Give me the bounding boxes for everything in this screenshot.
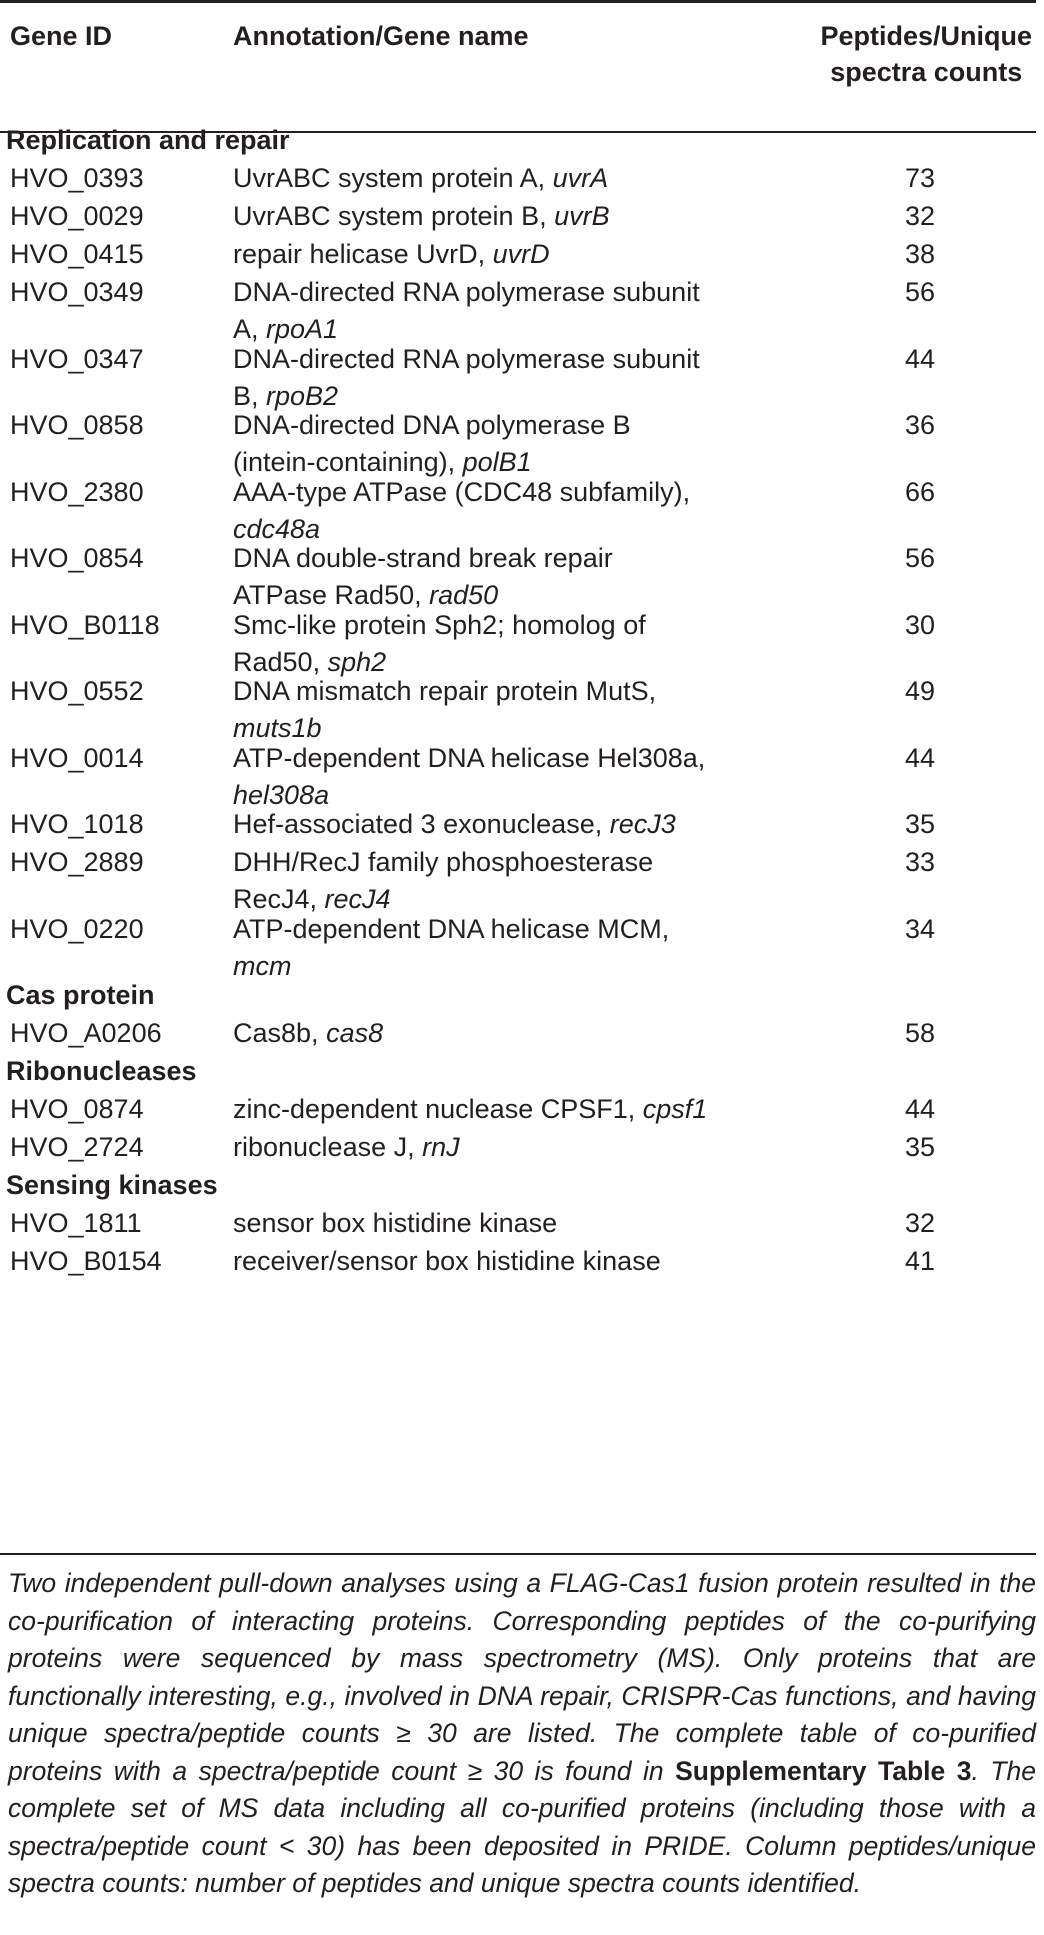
annotation-line-1 <box>233 160 753 197</box>
gene-symbol: rpoB2 <box>266 380 339 411</box>
gene-symbol: muts1b <box>233 713 322 743</box>
annotation-line-1 <box>233 1129 753 1166</box>
section-title: Sensing kinases <box>6 1170 218 1200</box>
annotation-text: DNA-directed DNA polymerase B <box>233 410 631 440</box>
annotation-cell <box>233 607 753 681</box>
count-cell: 44 <box>904 1094 936 1124</box>
count-cell: 56 <box>904 277 936 307</box>
footnote-text-2: . The complete set of MS data including all co-purified proteins (including those with a spectra/peptide count < 30) has been deposited in PRIDE. Column peptides/unique spectra counts: number of peptides and unique spectra counts identified. <box>8 1755 1036 1898</box>
gene-symbol: cas8 <box>326 1018 384 1048</box>
count-cell: 32 <box>904 1208 936 1238</box>
gene-id-cell: HVO_A0206 <box>10 1018 162 1048</box>
annotation-line-1 <box>233 1015 753 1052</box>
header-counts-line2: spectra counts <box>830 57 1023 87</box>
header-annotation: Annotation/Gene name <box>233 21 529 51</box>
gene-id-cell: HVO_0854 <box>10 543 144 573</box>
count-cell: 33 <box>904 847 936 877</box>
annotation-line-1 <box>233 911 753 948</box>
gene-id-cell: HVO_B0154 <box>10 1246 162 1276</box>
gene-id-cell: HVO_0347 <box>10 343 144 374</box>
annotation-line-1 <box>233 1243 753 1280</box>
annotation-text: DHH/RecJ family phosphoesterase <box>233 847 654 877</box>
gene-symbol: rpoA1 <box>266 314 339 344</box>
gene-id-cell: HVO_0393 <box>10 163 144 193</box>
bottom-rule <box>0 1553 1036 1555</box>
gene-symbol: recJ3 <box>609 809 676 839</box>
annotation-text: receiver/sensor box histidine kinase <box>233 1246 661 1276</box>
annotation-cell <box>233 844 753 918</box>
header-counts <box>820 18 1032 90</box>
annotation-text: AAA-type ATPase (CDC48 subfamily), <box>233 476 691 507</box>
count-cell: 34 <box>904 913 936 944</box>
gene-symbol: uvrD <box>492 239 550 269</box>
annotation-text: Hef-associated 3 exonuclease, <box>233 809 610 839</box>
annotation-cell <box>233 474 753 548</box>
gene-symbol: cpsf1 <box>642 1094 708 1124</box>
gene-symbol: polB1 <box>462 447 532 477</box>
gene-id-cell: HVO_0415 <box>10 239 144 269</box>
gene-symbol: rnJ <box>422 1132 460 1162</box>
annotation-cell <box>233 274 753 348</box>
annotation-line-1 <box>233 1091 753 1128</box>
annotation-text: DNA double-strand break repair <box>233 543 613 573</box>
count-cell: 73 <box>904 163 936 193</box>
annotation-line-1 <box>233 236 753 273</box>
annotation-line-1 <box>233 474 753 511</box>
gene-symbol: mcm <box>233 950 292 981</box>
gene-symbol: recJ4 <box>324 884 391 914</box>
annotation-line-1 <box>233 1205 753 1242</box>
annotation-cell <box>233 806 753 843</box>
section-title: Cas protein <box>6 980 155 1010</box>
count-cell: 35 <box>904 809 936 839</box>
section-title: Ribonucleases <box>6 1056 197 1086</box>
top-rule <box>0 0 1036 3</box>
footnote-bold-ref: Supplementary Table 3 <box>675 1755 972 1786</box>
annotation-line-1 <box>233 806 753 843</box>
annotation-text: ATPase Rad50, <box>233 580 430 610</box>
annotation-text: Smc-like protein Sph2; homolog of <box>233 609 646 640</box>
annotation-text: B, <box>233 380 267 411</box>
count-cell: 38 <box>904 239 936 269</box>
annotation-cell <box>233 1091 753 1128</box>
gene-id-cell: HVO_0874 <box>10 1094 144 1124</box>
annotation-line-1 <box>233 407 753 444</box>
count-cell: 30 <box>904 609 936 640</box>
annotation-text: ATP-dependent DNA helicase Hel308a, <box>233 742 706 773</box>
annotation-line-1 <box>233 341 753 378</box>
annotation-text: ATP-dependent DNA helicase MCM, <box>233 913 670 944</box>
annotation-cell <box>233 540 753 614</box>
annotation-cell <box>233 341 753 415</box>
annotation-cell <box>233 911 753 985</box>
annotation-line-1 <box>233 844 753 881</box>
annotation-cell <box>233 1205 753 1242</box>
gene-id-cell: HVO_1811 <box>10 1208 142 1238</box>
table-footnote <box>8 1565 1036 1903</box>
count-cell: 36 <box>904 410 936 440</box>
gene-id-cell: HVO_0014 <box>10 742 144 773</box>
annotation-text: repair helicase UvrD, <box>233 239 493 269</box>
gene-symbol: uvrB <box>554 201 610 231</box>
gene-id-cell: HVO_0349 <box>10 277 144 307</box>
annotation-line-1 <box>233 198 753 235</box>
annotation-text: UvrABC system protein A, <box>233 163 553 193</box>
count-cell: 35 <box>904 1132 936 1162</box>
gene-id-cell: HVO_2889 <box>10 847 144 877</box>
annotation-cell <box>233 1243 753 1280</box>
annotation-text: zinc-dependent nuclease CPSF1, <box>233 1094 643 1124</box>
header-gene-id: Gene ID <box>10 21 113 51</box>
annotation-text: UvrABC system protein B, <box>233 201 555 231</box>
annotation-cell <box>233 160 753 197</box>
section-title: Replication and repair <box>6 125 290 155</box>
annotation-cell <box>233 740 753 814</box>
annotation-text: DNA mismatch repair protein MutS, <box>233 676 657 706</box>
count-cell: 49 <box>904 676 936 706</box>
annotation-text: A, <box>233 314 267 344</box>
annotation-line-1 <box>233 540 753 577</box>
count-cell: 56 <box>904 543 936 573</box>
count-cell: 58 <box>904 1018 936 1048</box>
annotation-text: (intein-containing), <box>233 447 463 477</box>
count-cell: 41 <box>904 1246 936 1276</box>
count-cell: 32 <box>904 201 936 231</box>
header-counts-line1: Peptides/Unique <box>820 21 1032 51</box>
gene-symbol: cdc48a <box>233 513 321 544</box>
footnote-text-1: Two independent pull-down analyses using a FLAG-Cas1 fusion protein resulted in the co-purification of interacting proteins. Corresponding peptides of the co-purifying proteins were sequenced by mass spectrometry (MS). Only proteins that are functionally interesting, e.g., involved in DNA repair, CRISPR-Cas functions, and having unique spectra/peptide counts ≥ 30 are listed. The complete table of co-purified proteins with a spectra/peptide count ≥ 30 is found in <box>8 1568 1036 1786</box>
gene-symbol: rad50 <box>429 580 499 610</box>
annotation-line-1 <box>233 607 753 644</box>
annotation-text: RecJ4, <box>233 884 325 914</box>
annotation-line-2 <box>233 948 753 985</box>
annotation-text: Cas8b, <box>233 1018 327 1048</box>
gene-id-cell: HVO_0552 <box>10 676 144 706</box>
gene-symbol: hel308a <box>233 779 330 810</box>
annotation-cell <box>233 1129 753 1166</box>
annotation-cell <box>233 673 753 747</box>
annotation-text: DNA-directed RNA polymerase subunit <box>233 343 700 374</box>
annotation-text: sensor box histidine kinase <box>233 1208 558 1238</box>
count-cell: 44 <box>904 343 936 374</box>
annotation-cell <box>233 1015 753 1052</box>
gene-id-cell: HVO_0858 <box>10 410 144 440</box>
annotation-line-1 <box>233 740 753 777</box>
count-cell: 66 <box>904 476 936 507</box>
gene-id-cell: HVO_B0118 <box>10 609 160 640</box>
gene-id-cell: HVO_0029 <box>10 201 144 231</box>
gene-symbol: uvrA <box>552 163 609 193</box>
table-header <box>0 10 1036 132</box>
count-cell: 44 <box>904 742 936 773</box>
gene-id-cell: HVO_2380 <box>10 476 144 507</box>
annotation-text: Rad50, <box>233 646 328 677</box>
annotation-line-1 <box>233 274 753 311</box>
annotation-cell <box>233 198 753 235</box>
annotation-text: ribonuclease J, <box>233 1132 423 1162</box>
gene-id-cell: HVO_0220 <box>10 913 144 944</box>
annotation-text: DNA-directed RNA polymerase subunit <box>233 277 700 307</box>
gene-id-cell: HVO_1018 <box>10 809 144 839</box>
gene-symbol: sph2 <box>327 646 387 677</box>
annotation-cell <box>233 407 753 481</box>
annotation-line-1 <box>233 673 753 710</box>
gene-id-cell: HVO_2724 <box>10 1132 144 1162</box>
annotation-cell <box>233 236 753 273</box>
